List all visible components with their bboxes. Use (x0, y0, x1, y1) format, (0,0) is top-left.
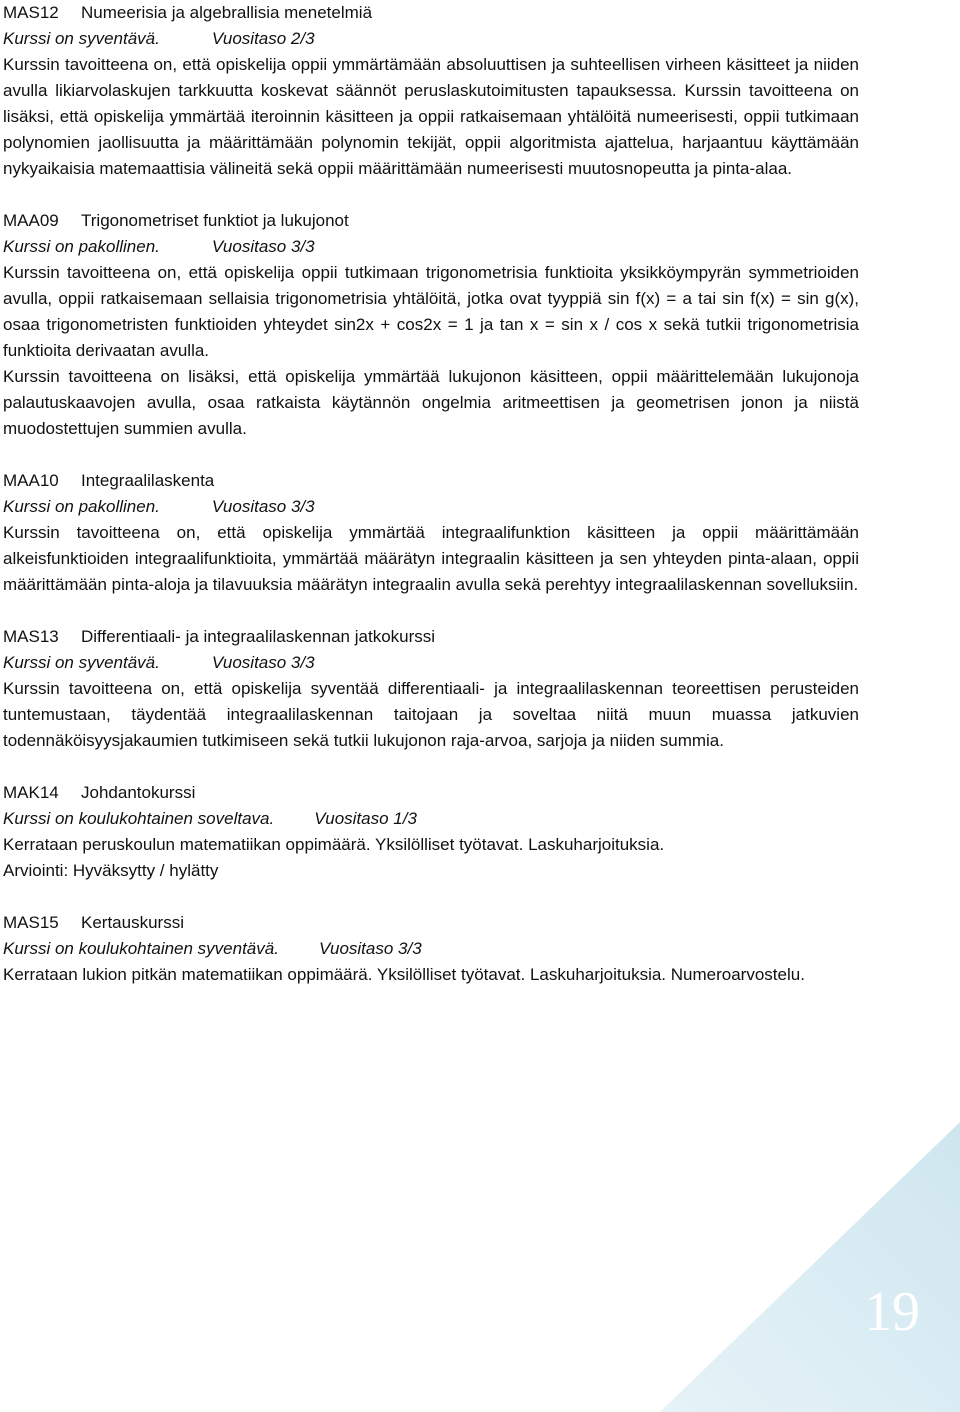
course-description: Kerrataan peruskoulun matematiikan oppimäärä. Yksilölliset työtavat. Laskuharjoituksia. (3, 835, 665, 854)
course-heading (3, 624, 859, 650)
course-description: Kurssin tavoitteena on, että opiskelija oppii tutkimaan trigonometrisia funktioita yksikköympyrän symmetrioiden avulla, oppii ratkaisemaan sellaisia trigonometrisia yhtälöitä, jotka ovat tyyppiä sin f(x) = a tai sin f(x) = sin g(x), osaa trigonometristen funktioiden yhteydet sin2x + cos2x = 1 ja tan x = sin x / cos x sekä tutkii trigonometrisia funktioita derivaatan avulla. (3, 263, 859, 360)
course-title: Numeerisia ja algebrallisia menetelmiä (81, 3, 373, 22)
course-title: Kertauskurssi (81, 913, 184, 932)
course-code: MAS15 (3, 913, 59, 932)
corner-triangle-shape (660, 1122, 960, 1412)
course-title: Trigonometriset funktiot ja lukujonot (81, 211, 349, 230)
course-code: MAK14 (3, 783, 59, 802)
course-title: Differentiaali- ja integraalilaskennan jatkokurssi (81, 627, 436, 646)
course-maa09 (3, 208, 859, 442)
course-meta (3, 936, 859, 962)
course-type: Kurssi on pakollinen. (3, 237, 160, 256)
course-description: Kurssin tavoitteena on lisäksi, että opiskelija ymmärtää lukujonon käsitteen, oppii määrittelemään lukujonoja palautuskaavojen avulla, osaa ratkaista käytännön ongelmia aritmeettisen ja geometrisen jonon ja niistä muodostettujen summien avulla. (3, 367, 859, 438)
course-meta (3, 26, 859, 52)
course-maa10 (3, 468, 859, 598)
course-meta (3, 806, 859, 832)
course-level: Vuositaso 1/3 (314, 809, 417, 828)
course-type: Kurssi on syventävä. (3, 29, 160, 48)
course-meta (3, 650, 859, 676)
course-heading (3, 468, 859, 494)
course-code: MAS12 (3, 3, 59, 22)
course-heading (3, 0, 859, 26)
course-type: Kurssi on pakollinen. (3, 497, 160, 516)
course-assessment: Arviointi: Hyväksytty / hylätty (3, 861, 219, 880)
course-mak14 (3, 780, 859, 884)
course-mas12 (3, 0, 859, 182)
document-body (3, 0, 859, 1014)
course-description: Kurssin tavoitteena on, että opiskelija oppii ymmärtämään absoluuttisen ja suhteellisen virheen käsitteet ja niiden avulla likiarvolaskujen tarkkuutta koskevat säännöt peruslaskutoimitusten tapauksessa. Kurssin tavoitteena on lisäksi, että opiskelija ymmärtää iteroinnin käsitteen ja oppii ratkaisemaan yhtälöitä numeerisesti, oppii tutkimaan polynomien jaollisuutta ja määrittämään polynomin tekijät, oppii algoritmista ajattelua, harjaantuu käyttämään nykyaikaisia matemaattisia välineitä sekä oppii määrittämään numeerisesti muutosnopeutta ja pinta-alaa. (3, 55, 859, 178)
course-level: Vuositaso 3/3 (211, 237, 315, 256)
page-number: 19 (864, 1281, 920, 1343)
course-code: MAA09 (3, 211, 59, 230)
course-code: MAA10 (3, 471, 59, 490)
course-heading (3, 780, 859, 806)
course-description: Kerrataan lukion pitkän matematiikan oppimäärä. Yksilölliset työtavat. Laskuharjoituksia. Numeroarvostelu. (3, 965, 805, 984)
course-level: Vuositaso 2/3 (211, 29, 315, 48)
course-meta (3, 494, 859, 520)
course-type: Kurssi on koulukohtainen syventävä. (3, 939, 279, 958)
course-heading (3, 910, 859, 936)
course-type: Kurssi on syventävä. (3, 653, 160, 672)
course-mas15 (3, 910, 859, 988)
course-level: Vuositaso 3/3 (318, 939, 422, 958)
course-meta (3, 234, 859, 260)
course-heading (3, 208, 859, 234)
course-level: Vuositaso 3/3 (211, 653, 315, 672)
course-code: MAS13 (3, 627, 59, 646)
course-type: Kurssi on koulukohtainen soveltava. (3, 809, 275, 828)
corner-decoration (660, 1122, 960, 1412)
course-description: Kurssin tavoitteena on, että opiskelija ymmärtää integraalifunktion käsitteen ja oppii määrittämään alkeisfunktioiden integraalifunktioita, ymmärtää määrätyn integraalin käsitteen ja sen yhteyden pinta-alaan, oppii määrittämään pinta-aloja ja tilavuuksia määrätyn integraalin avulla sekä perehtyy integraalilaskennan sovelluksiin. (3, 523, 859, 594)
course-description: Kurssin tavoitteena on, että opiskelija syventää differentiaali- ja integraalilaskennan teoreettisen perusteiden tuntemustaan, täydentää integraalilaskennan taitojaan ja soveltaa niitä muun muassa jatkuvien todennäköisyysjakaumien tutkimiseen sekä tutkii lukujonon raja-arvoa, sarjoja ja niiden summia. (3, 679, 859, 750)
course-title: Integraalilaskenta (81, 471, 215, 490)
course-title: Johdantokurssi (81, 783, 196, 802)
course-level: Vuositaso 3/3 (211, 497, 315, 516)
course-mas13 (3, 624, 859, 754)
